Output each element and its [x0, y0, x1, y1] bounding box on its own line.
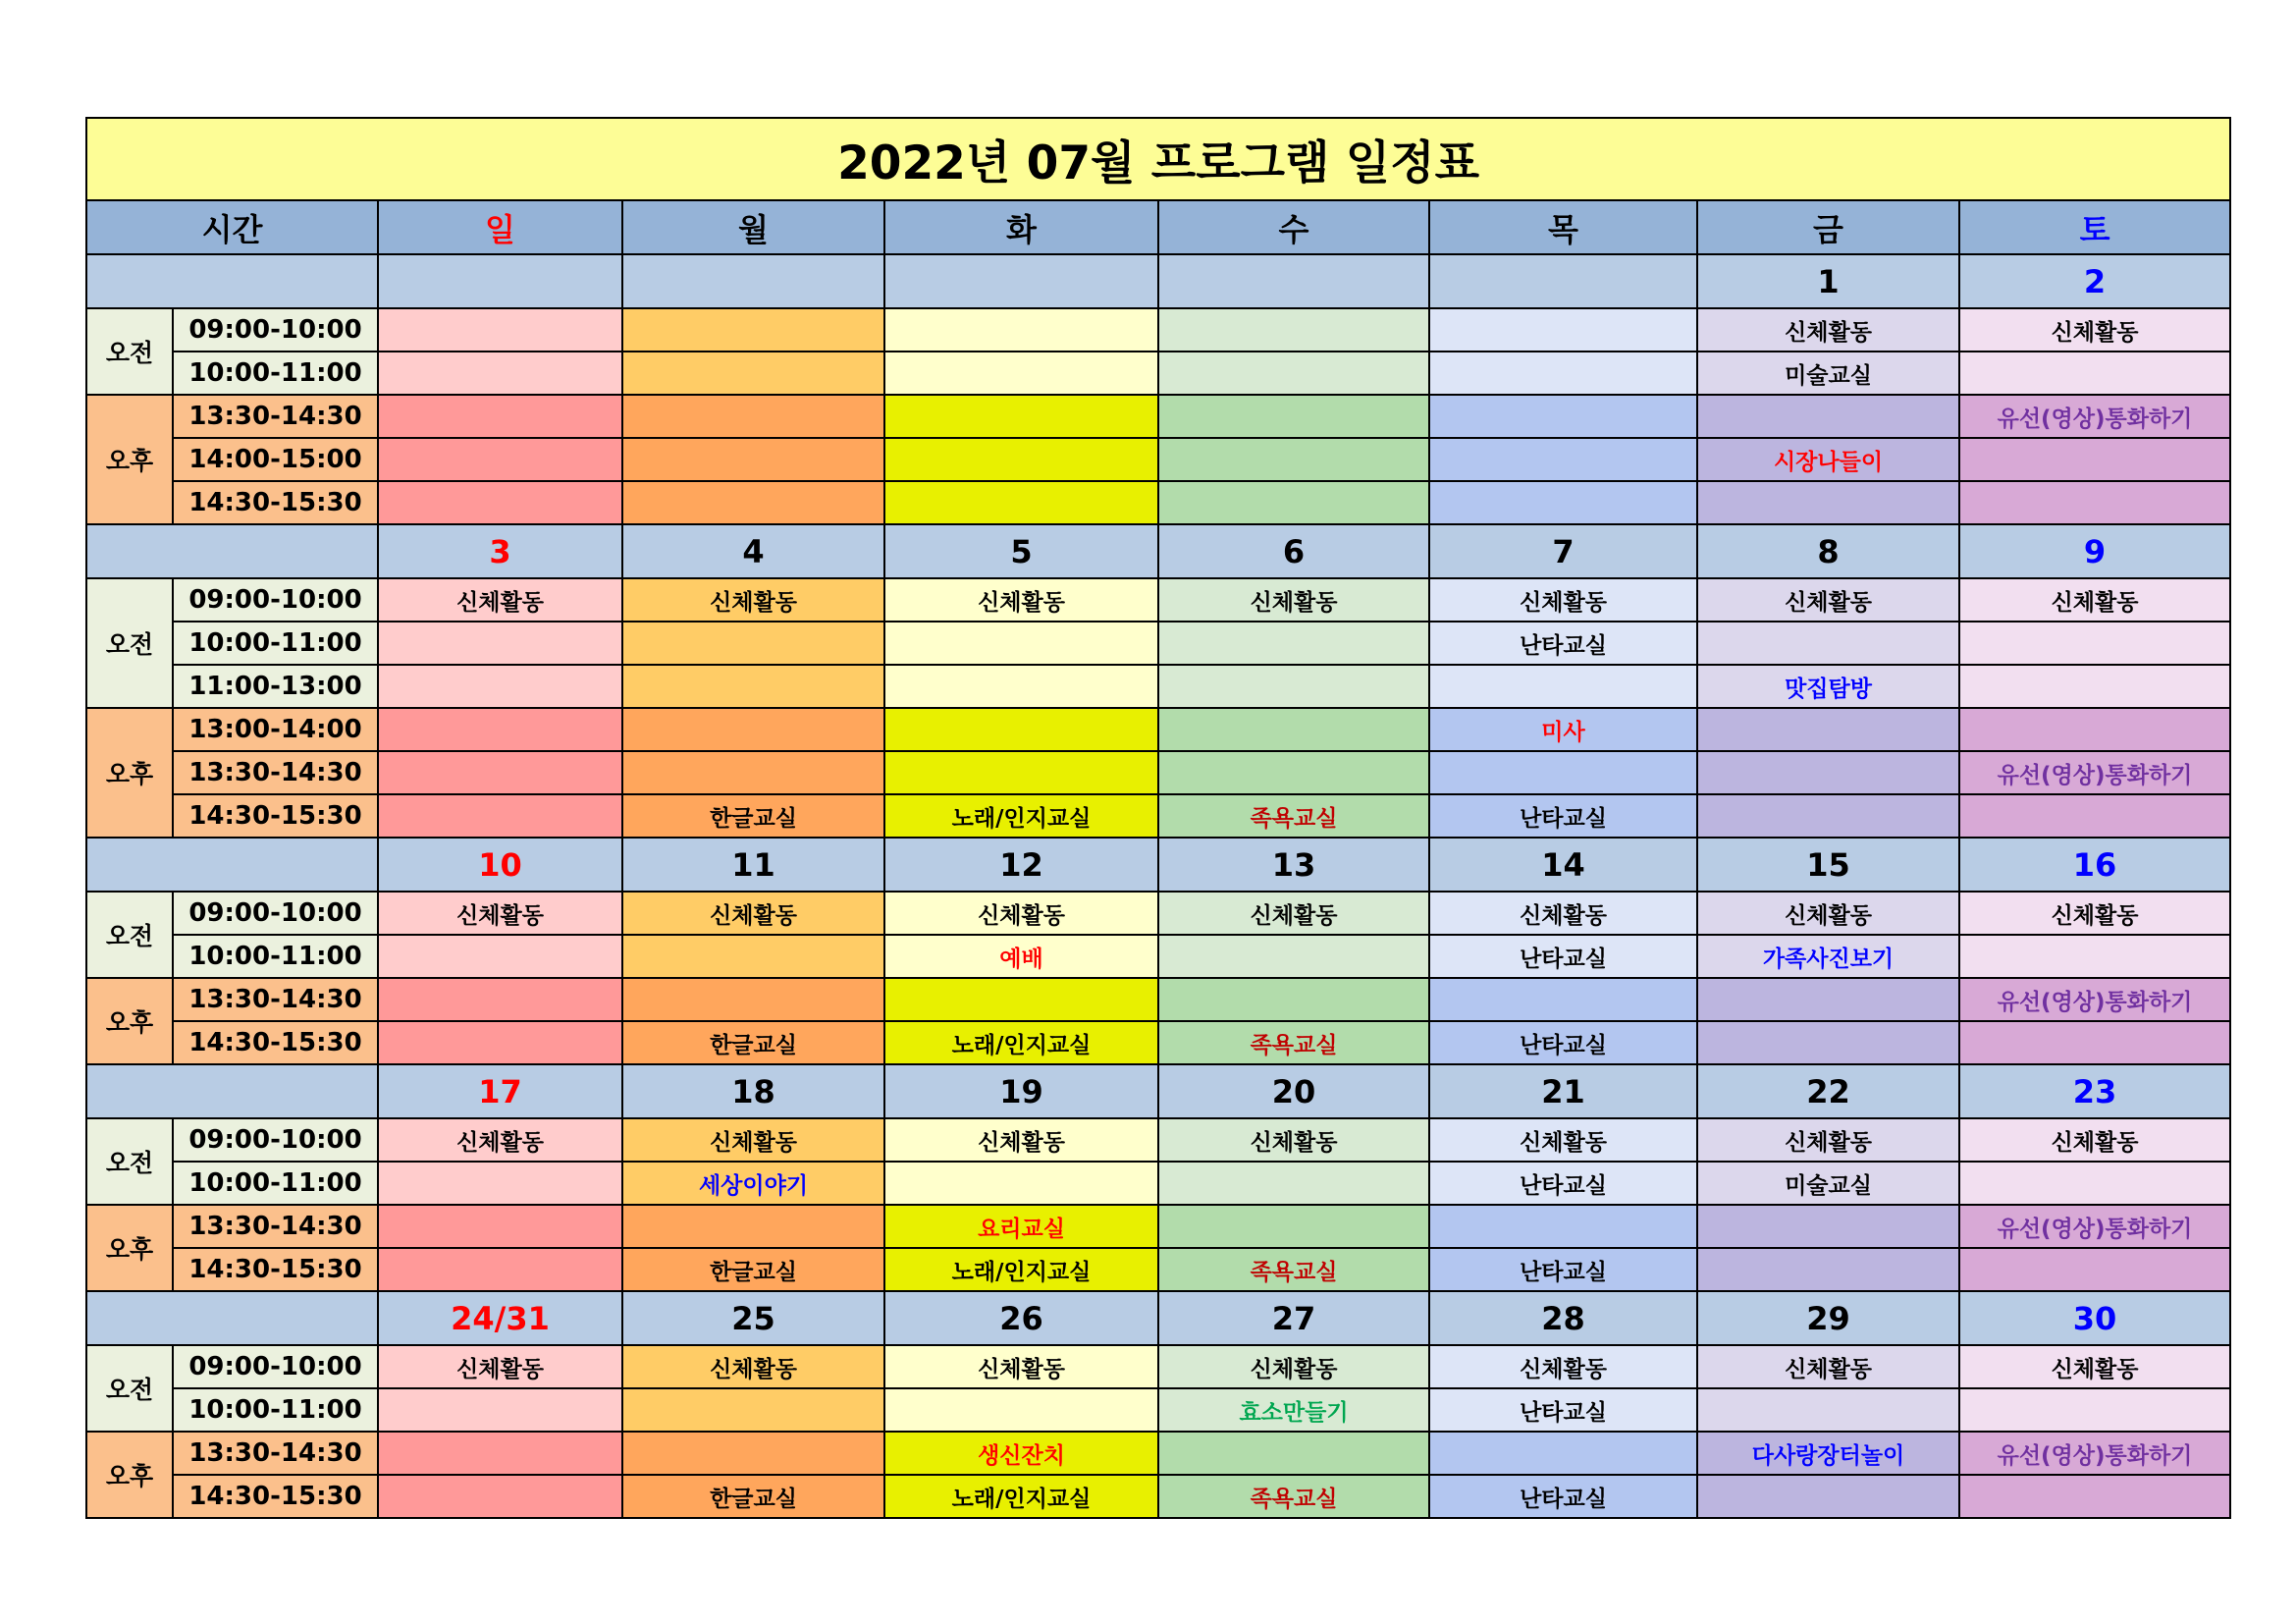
schedule-cell: 신체활동: [378, 578, 622, 622]
date-cell: 17: [378, 1064, 622, 1118]
am-label: 오전: [86, 578, 173, 708]
schedule-cell: [378, 352, 622, 395]
schedule-cell: 난타교실: [1429, 622, 1697, 665]
schedule-cell: [884, 1162, 1158, 1205]
time-slot: 14:30-15:30: [173, 1021, 378, 1064]
schedule-cell: 난타교실: [1429, 1475, 1697, 1518]
date-cell: 3: [378, 524, 622, 578]
day-header: 일: [378, 200, 622, 254]
schedule-cell: 신체활동: [884, 1345, 1158, 1388]
schedule-cell: [378, 1432, 622, 1475]
schedule-cell: [1959, 1388, 2230, 1432]
schedule-cell: 신체활동: [884, 892, 1158, 935]
date-cell: 9: [1959, 524, 2230, 578]
date-cell: 5: [884, 524, 1158, 578]
date-row: [86, 524, 2230, 578]
schedule-cell: 신체활동: [1158, 892, 1429, 935]
schedule-cell: 신체활동: [1158, 1118, 1429, 1162]
schedule-cell: [1697, 622, 1959, 665]
schedule-cell: [1158, 1432, 1429, 1475]
schedule-cell: [1429, 978, 1697, 1021]
schedule-cell: [1697, 481, 1959, 524]
time-slot: 09:00-10:00: [173, 1118, 378, 1162]
schedule-cell: 유선(영상)통화하기: [1959, 1432, 2230, 1475]
schedule-cell: 신체활동: [1697, 892, 1959, 935]
schedule-cell: 노래/인지교실: [884, 794, 1158, 838]
schedule-cell: [1429, 395, 1697, 438]
schedule-cell: 노래/인지교실: [884, 1021, 1158, 1064]
schedule-cell: 효소만들기: [1158, 1388, 1429, 1432]
am-label: 오전: [86, 892, 173, 978]
schedule-cell: [378, 622, 622, 665]
schedule-cell: 생신잔치: [884, 1432, 1158, 1475]
schedule-cell: [1158, 978, 1429, 1021]
time-slot: 10:00-11:00: [173, 1388, 378, 1432]
schedule-cell: 신체활동: [622, 892, 884, 935]
schedule-cell: [1158, 438, 1429, 481]
table-row: [86, 481, 2230, 524]
schedule-cell: [1697, 395, 1959, 438]
schedule-cell: [1158, 481, 1429, 524]
date-cell: 2: [1959, 254, 2230, 308]
date-row: [86, 1291, 2230, 1345]
schedule-cell: [1959, 665, 2230, 708]
schedule-cell: 신체활동: [378, 892, 622, 935]
time-slot: 13:00-14:00: [173, 708, 378, 751]
schedule-cell: 한글교실: [622, 1248, 884, 1291]
date-cell: [1429, 254, 1697, 308]
schedule-cell: [378, 1205, 622, 1248]
schedule-cell: 족욕교실: [1158, 1475, 1429, 1518]
schedule-cell: [884, 708, 1158, 751]
schedule-cell: [1959, 1475, 2230, 1518]
schedule-cell: [1959, 438, 2230, 481]
schedule-cell: [1959, 481, 2230, 524]
schedule-cell: [378, 751, 622, 794]
date-row: [86, 254, 2230, 308]
date-cell: 14: [1429, 838, 1697, 892]
date-cell: 18: [622, 1064, 884, 1118]
time-slot: 09:00-10:00: [173, 578, 378, 622]
time-slot: 13:30-14:30: [173, 1432, 378, 1475]
schedule-cell: [622, 708, 884, 751]
day-header: 월: [622, 200, 884, 254]
schedule-cell: 신체활동: [884, 578, 1158, 622]
date-row-lead: [86, 838, 378, 892]
schedule-cell: 신체활동: [1429, 892, 1697, 935]
pm-label: 오후: [86, 395, 173, 524]
schedule-cell: [378, 395, 622, 438]
schedule-cell: [1158, 352, 1429, 395]
table-row: [86, 622, 2230, 665]
am-label: 오전: [86, 308, 173, 395]
schedule-cell: [622, 935, 884, 978]
schedule-cell: [378, 935, 622, 978]
schedule-cell: 신체활동: [378, 1118, 622, 1162]
time-slot: 10:00-11:00: [173, 1162, 378, 1205]
schedule-cell: [884, 1388, 1158, 1432]
schedule-cell: 신체활동: [1959, 1345, 2230, 1388]
table-row: [86, 1432, 2230, 1475]
time-slot: 13:30-14:30: [173, 1205, 378, 1248]
schedule-cell: 신체활동: [622, 1345, 884, 1388]
time-slot: 14:30-15:30: [173, 1248, 378, 1291]
time-slot: 13:30-14:30: [173, 751, 378, 794]
schedule-cell: 난타교실: [1429, 794, 1697, 838]
schedule-cell: [884, 978, 1158, 1021]
schedule-cell: 노래/인지교실: [884, 1248, 1158, 1291]
schedule-cell: 신체활동: [1959, 1118, 2230, 1162]
date-cell: 27: [1158, 1291, 1429, 1345]
schedule-cell: [378, 665, 622, 708]
date-cell: 28: [1429, 1291, 1697, 1345]
schedule-cell: [1697, 708, 1959, 751]
schedule-cell: [1959, 708, 2230, 751]
schedule-cell: [1697, 751, 1959, 794]
time-slot: 10:00-11:00: [173, 935, 378, 978]
schedule-cell: [1429, 1432, 1697, 1475]
schedule-cell: [622, 352, 884, 395]
date-cell: 24/31: [378, 1291, 622, 1345]
date-cell: 25: [622, 1291, 884, 1345]
pm-label: 오후: [86, 1205, 173, 1291]
schedule-cell: 신체활동: [1697, 308, 1959, 352]
date-cell: 11: [622, 838, 884, 892]
schedule-cell: [1158, 665, 1429, 708]
schedule-cell: [378, 1248, 622, 1291]
schedule-cell: [622, 665, 884, 708]
table-row: [86, 665, 2230, 708]
schedule-cell: [1158, 308, 1429, 352]
schedule-cell: [1429, 1205, 1697, 1248]
day-header: 목: [1429, 200, 1697, 254]
schedule-cell: 예배: [884, 935, 1158, 978]
pm-label: 오후: [86, 708, 173, 838]
schedule-cell: [1697, 1021, 1959, 1064]
schedule-cell: [1959, 1162, 2230, 1205]
time-slot: 14:30-15:30: [173, 481, 378, 524]
schedule-cell: [1959, 352, 2230, 395]
table-row: [86, 1021, 2230, 1064]
time-slot: 10:00-11:00: [173, 352, 378, 395]
table-row: [86, 395, 2230, 438]
schedule-cell: [1429, 438, 1697, 481]
schedule-cell: 신체활동: [1697, 1118, 1959, 1162]
date-cell: [1158, 254, 1429, 308]
schedule-cell: 신체활동: [1429, 578, 1697, 622]
schedule-cell: [378, 978, 622, 1021]
date-cell: 13: [1158, 838, 1429, 892]
schedule-cell: [378, 308, 622, 352]
schedule-cell: [378, 481, 622, 524]
page-title: 2022년 07월 프로그램 일정표: [86, 118, 2230, 200]
schedule-cell: 맛집탐방: [1697, 665, 1959, 708]
date-cell: 6: [1158, 524, 1429, 578]
schedule-cell: [622, 978, 884, 1021]
pm-label: 오후: [86, 1432, 173, 1518]
schedule-cell: [622, 751, 884, 794]
schedule-cell: [378, 1021, 622, 1064]
schedule-cell: [1697, 794, 1959, 838]
schedule-cell: 신체활동: [1697, 578, 1959, 622]
schedule-cell: [884, 481, 1158, 524]
schedule-cell: 신체활동: [1959, 578, 2230, 622]
schedule-cell: 신체활동: [622, 1118, 884, 1162]
schedule-cell: 한글교실: [622, 1021, 884, 1064]
schedule-cell: 신체활동: [1959, 892, 2230, 935]
schedule-cell: 난타교실: [1429, 1021, 1697, 1064]
table-row: [86, 751, 2230, 794]
schedule-cell: [1429, 481, 1697, 524]
time-slot: 09:00-10:00: [173, 1345, 378, 1388]
schedule-cell: [1158, 622, 1429, 665]
schedule-cell: [1429, 352, 1697, 395]
schedule-cell: [1158, 1205, 1429, 1248]
time-slot: 14:30-15:30: [173, 794, 378, 838]
schedule-cell: [622, 438, 884, 481]
schedule-cell: [378, 1388, 622, 1432]
date-cell: 29: [1697, 1291, 1959, 1345]
schedule-cell: [884, 308, 1158, 352]
date-row-lead: [86, 524, 378, 578]
schedule-cell: 세상이야기: [622, 1162, 884, 1205]
schedule-cell: 한글교실: [622, 1475, 884, 1518]
schedule-cell: 족욕교실: [1158, 1021, 1429, 1064]
am-label: 오전: [86, 1118, 173, 1205]
date-cell: 26: [884, 1291, 1158, 1345]
schedule-cell: [378, 1475, 622, 1518]
time-slot: 14:30-15:30: [173, 1475, 378, 1518]
table-row: [86, 438, 2230, 481]
schedule-cell: [1158, 1162, 1429, 1205]
schedule-cell: [378, 708, 622, 751]
schedule-cell: 가족사진보기: [1697, 935, 1959, 978]
schedule-cell: 난타교실: [1429, 1388, 1697, 1432]
schedule-cell: 신체활동: [1429, 1118, 1697, 1162]
time-slot: 11:00-13:00: [173, 665, 378, 708]
table-row: [86, 794, 2230, 838]
table-row: [86, 1205, 2230, 1248]
schedule-cell: 유선(영상)통화하기: [1959, 1205, 2230, 1248]
table-row: [86, 1118, 2230, 1162]
date-cell: 22: [1697, 1064, 1959, 1118]
schedule-cell: [622, 1205, 884, 1248]
date-row-lead: [86, 1291, 378, 1345]
schedule-cell: 신체활동: [1158, 578, 1429, 622]
schedule-cell: [1959, 794, 2230, 838]
schedule-cell: [1697, 1475, 1959, 1518]
schedule-cell: 족욕교실: [1158, 794, 1429, 838]
table-row: [86, 1248, 2230, 1291]
schedule-cell: [1959, 1021, 2230, 1064]
date-cell: 23: [1959, 1064, 2230, 1118]
schedule-cell: 신체활동: [1429, 1345, 1697, 1388]
schedule-cell: [1697, 1205, 1959, 1248]
schedule-cell: [884, 438, 1158, 481]
date-cell: 1: [1697, 254, 1959, 308]
schedule-cell: 유선(영상)통화하기: [1959, 751, 2230, 794]
schedule-cell: [1158, 751, 1429, 794]
schedule-cell: [884, 352, 1158, 395]
pm-label: 오후: [86, 978, 173, 1064]
date-cell: 8: [1697, 524, 1959, 578]
date-cell: [884, 254, 1158, 308]
schedule-cell: 유선(영상)통화하기: [1959, 978, 2230, 1021]
schedule-cell: [1158, 708, 1429, 751]
day-header: 토: [1959, 200, 2230, 254]
schedule-cell: 미사: [1429, 708, 1697, 751]
time-slot: 10:00-11:00: [173, 622, 378, 665]
table-row: [86, 978, 2230, 1021]
schedule-cell: [622, 481, 884, 524]
schedule-cell: 난타교실: [1429, 935, 1697, 978]
table-row: [86, 935, 2230, 978]
schedule-cell: 신체활동: [1158, 1345, 1429, 1388]
time-slot: 13:30-14:30: [173, 395, 378, 438]
table-row: [86, 1345, 2230, 1388]
schedule-cell: 시장나들이: [1697, 438, 1959, 481]
schedule-cell: 난타교실: [1429, 1162, 1697, 1205]
schedule-cell: 신체활동: [622, 578, 884, 622]
schedule-cell: [1959, 1248, 2230, 1291]
schedule-cell: [622, 1388, 884, 1432]
schedule-cell: 신체활동: [884, 1118, 1158, 1162]
table-row: [86, 892, 2230, 935]
date-cell: [378, 254, 622, 308]
date-row-lead: [86, 1064, 378, 1118]
schedule-cell: 미술교실: [1697, 1162, 1959, 1205]
schedule-cell: 신체활동: [1697, 1345, 1959, 1388]
schedule-cell: 노래/인지교실: [884, 1475, 1158, 1518]
schedule-cell: [1429, 308, 1697, 352]
time-slot: 13:30-14:30: [173, 978, 378, 1021]
schedule-cell: [622, 1432, 884, 1475]
schedule-cell: [622, 395, 884, 438]
date-cell: 20: [1158, 1064, 1429, 1118]
schedule-cell: [1158, 395, 1429, 438]
date-row: [86, 838, 2230, 892]
am-label: 오전: [86, 1345, 173, 1432]
schedule-cell: [378, 438, 622, 481]
table-row: [86, 1388, 2230, 1432]
schedule-cell: 요리교실: [884, 1205, 1158, 1248]
schedule-cell: [1959, 622, 2230, 665]
date-cell: 21: [1429, 1064, 1697, 1118]
schedule-cell: [884, 395, 1158, 438]
schedule-cell: 족욕교실: [1158, 1248, 1429, 1291]
schedule-cell: [622, 622, 884, 665]
schedule-cell: 신체활동: [378, 1345, 622, 1388]
schedule-table: [85, 117, 2231, 1519]
time-slot: 14:00-15:00: [173, 438, 378, 481]
schedule-cell: [1697, 1248, 1959, 1291]
schedule-cell: [1697, 978, 1959, 1021]
schedule-cell: [884, 622, 1158, 665]
schedule-cell: [1959, 935, 2230, 978]
day-header: 화: [884, 200, 1158, 254]
schedule-cell: [378, 1162, 622, 1205]
date-cell: 15: [1697, 838, 1959, 892]
table-row: [86, 1475, 2230, 1518]
table-row: [86, 308, 2230, 352]
table-row: [86, 708, 2230, 751]
schedule-cell: [378, 794, 622, 838]
date-cell: 12: [884, 838, 1158, 892]
time-slot: 09:00-10:00: [173, 892, 378, 935]
schedule-cell: 다사랑장터놀이: [1697, 1432, 1959, 1475]
date-row: [86, 1064, 2230, 1118]
date-cell: [622, 254, 884, 308]
schedule-cell: 유선(영상)통화하기: [1959, 395, 2230, 438]
schedule-cell: [622, 308, 884, 352]
table-row: [86, 352, 2230, 395]
schedule-cell: [1429, 665, 1697, 708]
date-row-lead: [86, 254, 378, 308]
date-cell: 7: [1429, 524, 1697, 578]
date-cell: 4: [622, 524, 884, 578]
time-slot: 09:00-10:00: [173, 308, 378, 352]
table-row: [86, 578, 2230, 622]
day-header: 금: [1697, 200, 1959, 254]
time-header: 시간: [86, 200, 378, 254]
schedule-cell: [1697, 1388, 1959, 1432]
schedule-cell: 미술교실: [1697, 352, 1959, 395]
date-cell: 30: [1959, 1291, 2230, 1345]
schedule-cell: [1158, 935, 1429, 978]
schedule-cell: [884, 751, 1158, 794]
schedule-cell: [1429, 751, 1697, 794]
date-cell: 19: [884, 1064, 1158, 1118]
schedule-cell: 난타교실: [1429, 1248, 1697, 1291]
schedule-cell: [884, 665, 1158, 708]
table-row: [86, 1162, 2230, 1205]
day-header: 수: [1158, 200, 1429, 254]
schedule-cell: 신체활동: [1959, 308, 2230, 352]
date-cell: 16: [1959, 838, 2230, 892]
date-cell: 10: [378, 838, 622, 892]
schedule-cell: 한글교실: [622, 794, 884, 838]
